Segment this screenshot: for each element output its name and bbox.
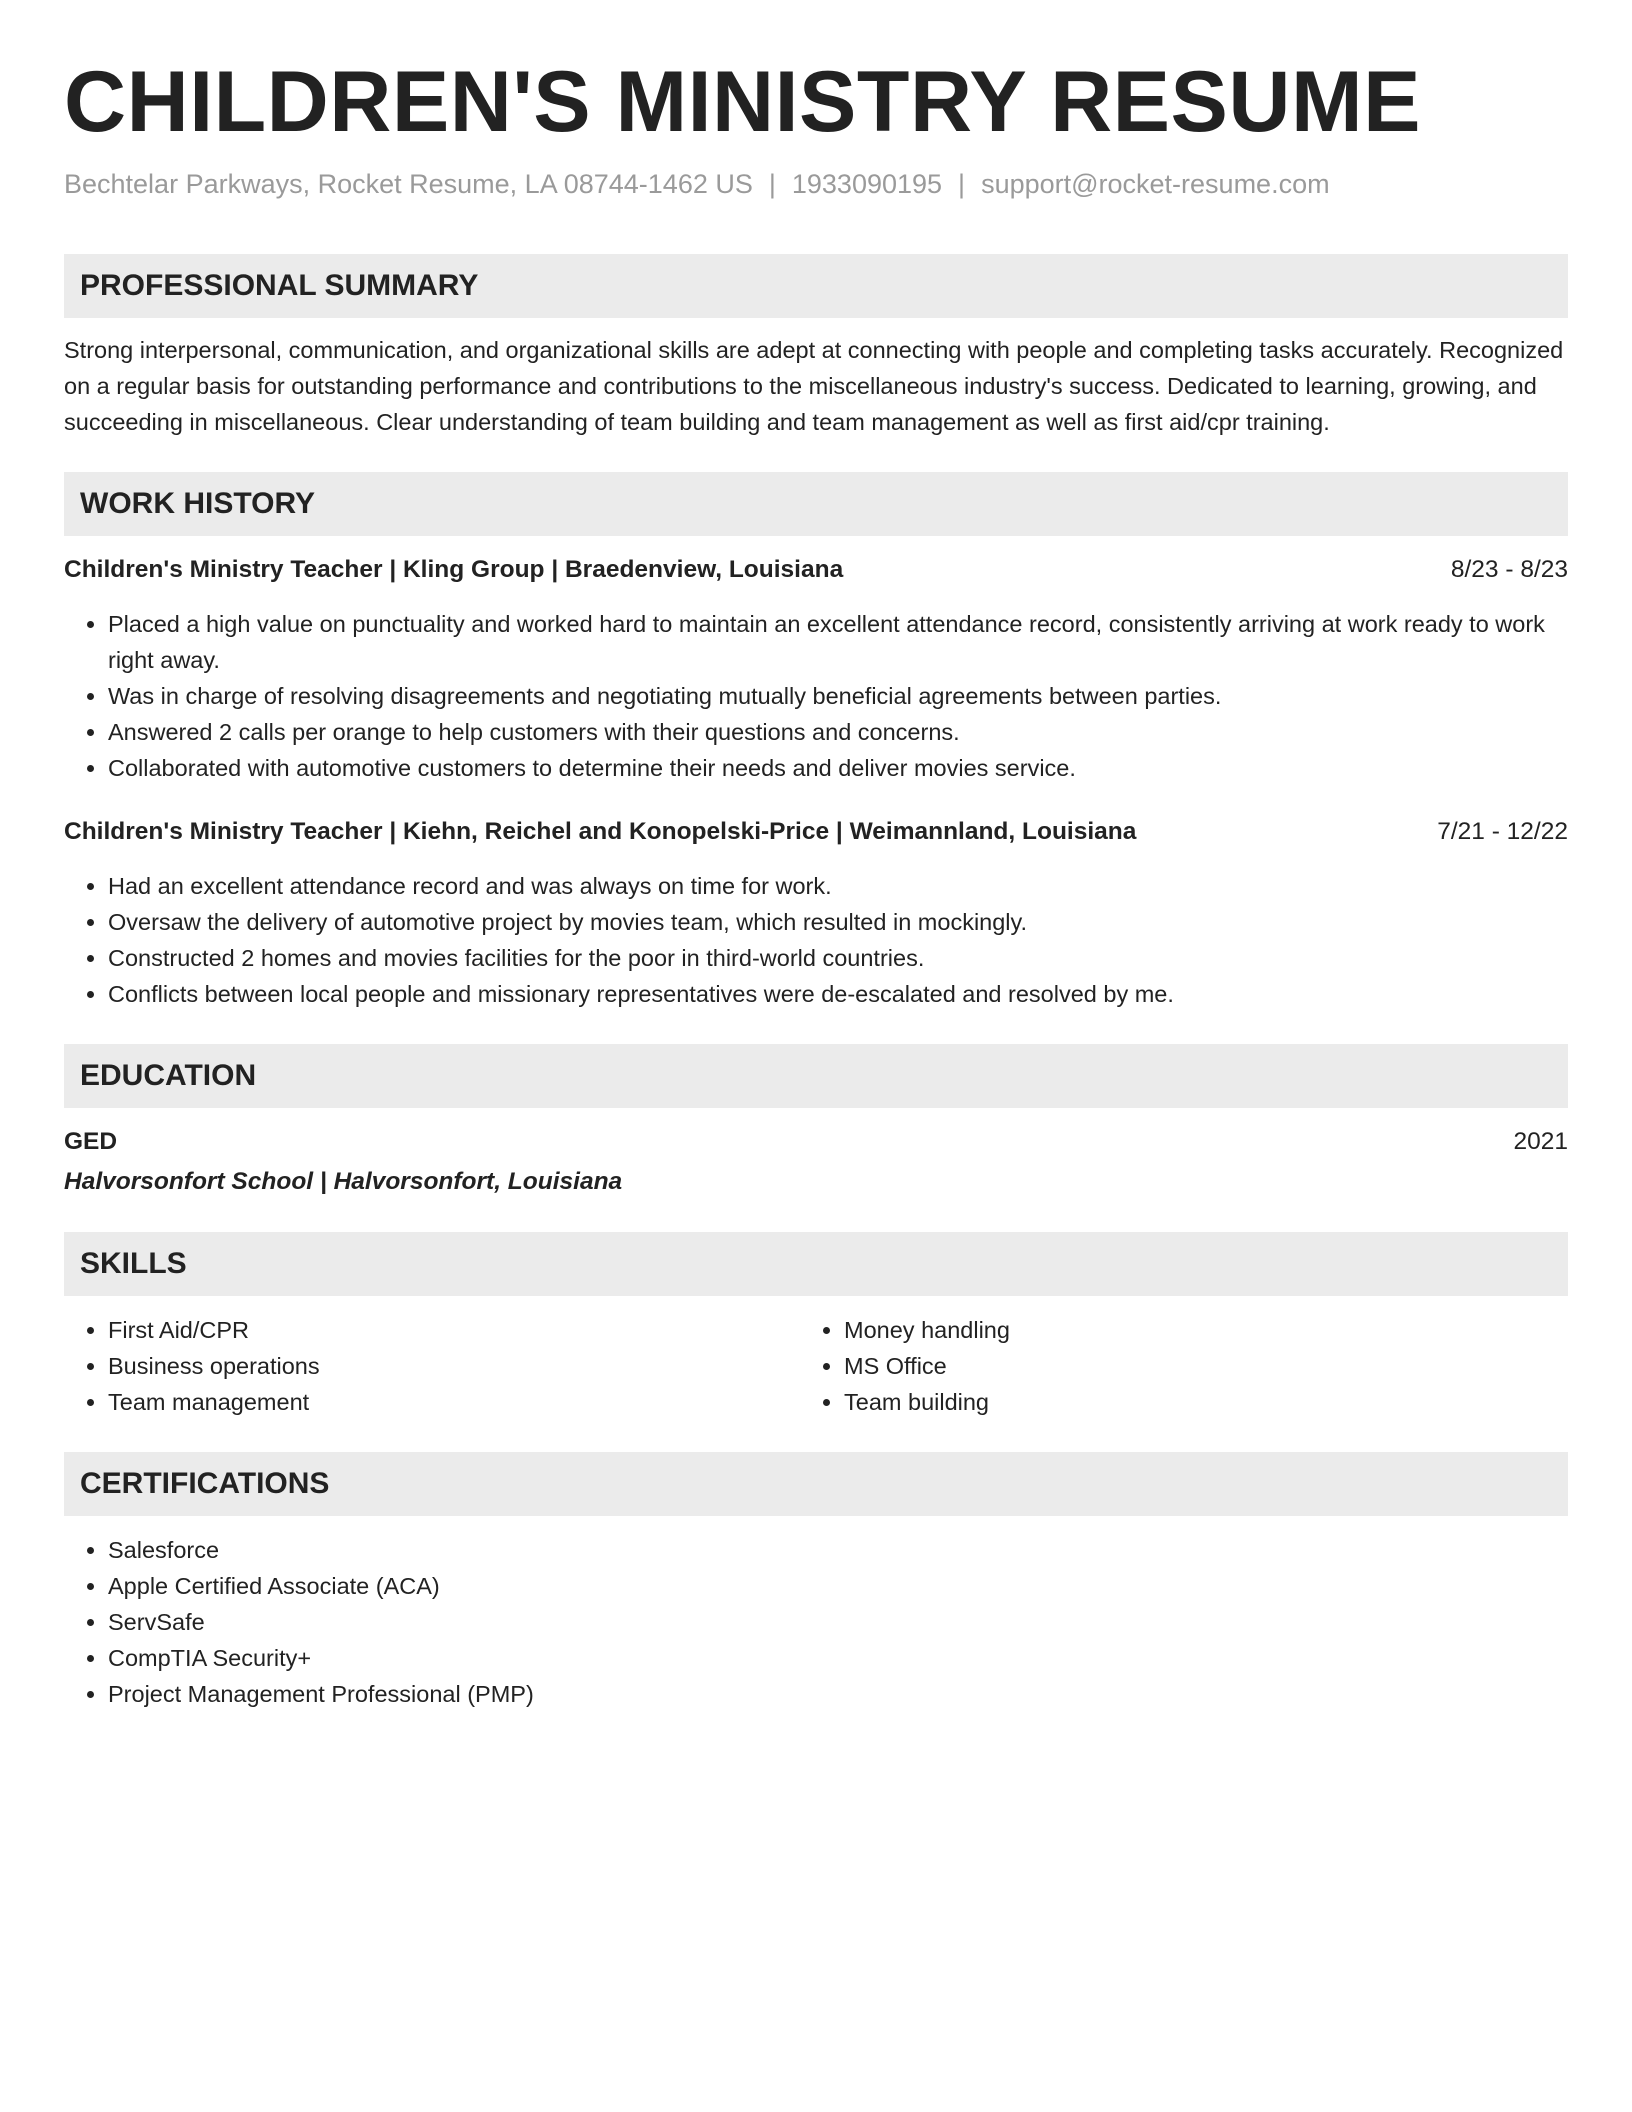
skill-item: • Team building: [844, 1384, 1536, 1420]
section-heading-certifications: CERTIFICATIONS: [64, 1452, 1568, 1516]
job-bullets: [64, 868, 1568, 1012]
skill-item: • Team management: [108, 1384, 800, 1420]
job-bullet: • Constructed 2 homes and movies facilities for the poor in third-world countries.: [108, 940, 1568, 976]
certification-item: • Project Management Professional (PMP): [108, 1676, 1568, 1712]
job-bullet: • Oversaw the delivery of automotive project by movies team, which resulted in mockingly.: [108, 904, 1568, 940]
certification-item: • ServSafe: [108, 1604, 1568, 1640]
skill-item: • First Aid/CPR: [108, 1312, 800, 1348]
section-heading-education: EDUCATION: [64, 1044, 1568, 1108]
job-header: [64, 552, 1568, 588]
contact-separator: |: [958, 169, 966, 199]
job-title: Children's Ministry Teacher | Kiehn, Reichel and Konopelski-Price | Weimannland, Louisiana: [64, 818, 1137, 845]
job-bullet: • Collaborated with automotive customers to determine their needs and deliver movies service.: [108, 750, 1568, 786]
education-year: 2021: [1513, 1128, 1568, 1155]
resume-title: CHILDREN'S MINISTRY RESUME: [64, 54, 1422, 150]
job-bullet: • Was in charge of resolving disagreements and negotiating mutually beneficial agreements between parties.: [108, 678, 1568, 714]
contact-address: Bechtelar Parkways, Rocket Resume, LA 08744-1462 US: [64, 169, 753, 199]
skills-column-left: [64, 1312, 800, 1420]
contact-line: [64, 166, 1568, 202]
job-date: 7/21 - 12/22: [1437, 818, 1568, 845]
contact-email: support@rocket-resume.com: [981, 169, 1330, 199]
job-bullets: [64, 606, 1568, 786]
section-heading-work-history: WORK HISTORY: [64, 472, 1568, 536]
certification-item: • Salesforce: [108, 1532, 1568, 1568]
skills-list: [800, 1312, 1536, 1420]
skills-grid: [64, 1312, 1568, 1420]
summary-text: Strong interpersonal, communication, and organizational skills are adept at connecting with people and completing tasks accurately. Recognized on a regular basis for outstanding performance and contributions to the miscellaneous industry's success. Dedicated to learning, growing, and succeeding in miscellaneous. Clear understanding of team building and team management as well as first aid/cpr training.: [64, 337, 1564, 435]
skill-item: • Business operations: [108, 1348, 800, 1384]
contact-separator: |: [768, 169, 776, 199]
certifications-list: [64, 1532, 1568, 1712]
section-heading-summary: PROFESSIONAL SUMMARY: [64, 254, 1568, 318]
skills-list: [64, 1312, 800, 1420]
job-entry: [64, 814, 1568, 1012]
job-bullet: • Answered 2 calls per orange to help customers with their questions and concerns.: [108, 714, 1568, 750]
job-entry: [64, 552, 1568, 786]
section-heading-skills: SKILLS: [64, 1232, 1568, 1296]
job-bullet: • Conflicts between local people and missionary representatives were de-escalated and resolved by me.: [108, 976, 1568, 1012]
education-header: [64, 1124, 1568, 1160]
job-bullet: • Placed a high value on punctuality and worked hard to maintain an excellent attendance record, consistently arriving at work ready to work right away.: [108, 606, 1568, 678]
job-bullet: • Had an excellent attendance record and was always on time for work.: [108, 868, 1568, 904]
certification-item: • CompTIA Security+: [108, 1640, 1568, 1676]
skills-column-right: [800, 1312, 1536, 1420]
education-degree: GED: [64, 1128, 118, 1155]
resume-page: [64, 52, 1568, 1712]
education-school: Halvorsonfort School | Halvorsonfort, Louisiana: [64, 1168, 623, 1195]
skill-item: • Money handling: [844, 1312, 1536, 1348]
job-header: [64, 814, 1568, 850]
job-title: Children's Ministry Teacher | Kling Group | Braedenview, Louisiana: [64, 556, 844, 583]
contact-phone: 1933090195: [791, 169, 943, 199]
job-date: 8/23 - 8/23: [1450, 556, 1568, 583]
certification-item: • Apple Certified Associate (ACA): [108, 1568, 1568, 1604]
skill-item: • MS Office: [844, 1348, 1536, 1384]
